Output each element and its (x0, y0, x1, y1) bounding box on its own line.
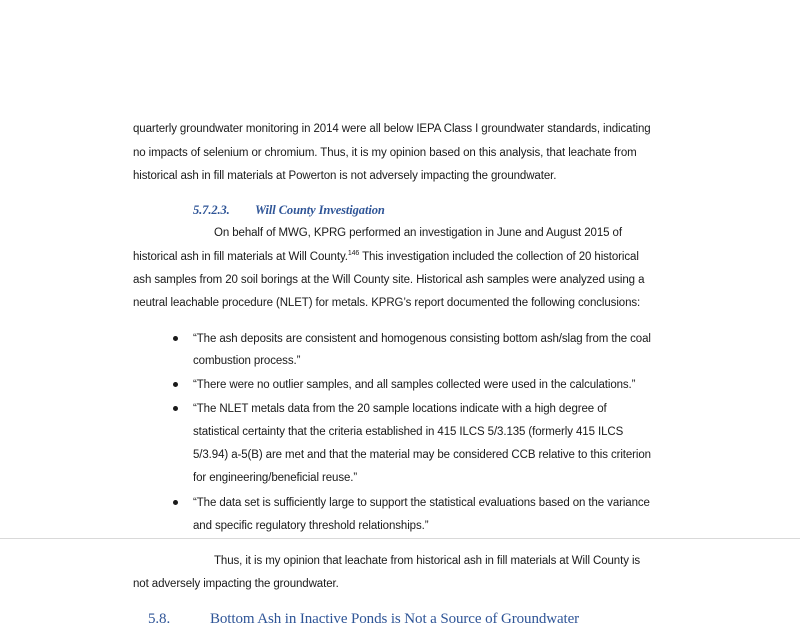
paragraph-text: historical ash in fill materials at Will County. (133, 251, 348, 263)
paragraph-line: no impacts of selenium or chromium. Thus, it is my opinion based on this analysis, that leachate from (133, 147, 637, 159)
page-divider (0, 538, 800, 539)
bullet-marker (173, 336, 178, 341)
bullet-line: statistical certainty that the criteria established in 415 ILCS 5/3.135 (formerly 415 ILCS (193, 426, 624, 438)
bullet-line: “The data set is sufficiently large to support the statistical evaluations based on the variance (193, 497, 650, 509)
bullet-line: “The ash deposits are consistent and homogenous consisting bottom ash/slag from the coal (193, 333, 651, 345)
next-section-number: 5.8. (148, 611, 171, 627)
bullet-line: combustion process.” (193, 355, 301, 367)
paragraph-line: Thus, it is my opinion that leachate from historical ash in fill materials at Will County is (214, 555, 641, 567)
section-heading (193, 203, 385, 217)
bullet-line: and specific regulatory threshold relationships.” (193, 520, 429, 532)
bullet-line: 5/3.94) a-5(B) are met and that the material may be considered CCB relative to this criterion (193, 449, 651, 461)
paragraph-line: historical ash in fill materials at Powerton is not adversely impacting the groundwater. (133, 170, 557, 182)
paragraph-line (133, 250, 639, 264)
paragraph-line: not adversely impacting the groundwater. (133, 578, 339, 590)
bullet-marker (173, 382, 178, 387)
next-section-title: Bottom Ash in Inactive Ponds is Not a Source of Groundwater (210, 611, 580, 627)
paragraph-text: This investigation included the collection of 20 historical (359, 251, 639, 263)
section-number: 5.7.2.3. (193, 203, 230, 217)
section-title: Will County Investigation (255, 203, 385, 217)
paragraph-line: On behalf of MWG, KPRG performed an investigation in June and August 2015 of (214, 227, 622, 239)
bullet-marker (173, 500, 178, 505)
next-section-heading (148, 610, 579, 628)
footnote-reference[interactable]: 146 (347, 250, 360, 257)
bullet-line: “The NLET metals data from the 20 sample locations indicate with a high degree of (193, 403, 607, 415)
bullet-marker (173, 406, 178, 411)
bullet-line: “There were no outlier samples, and all samples collected were used in the calculations.” (193, 379, 636, 391)
paragraph-line: quarterly groundwater monitoring in 2014 were all below IEPA Class I groundwater standards, indicating (133, 123, 651, 135)
paragraph-line: neutral leachable procedure (NLET) for metals. KPRG’s report documented the following conclusions: (133, 297, 641, 309)
bullet-line: for engineering/beneficial reuse.” (193, 472, 358, 484)
paragraph-line: ash samples from 20 soil borings at the Will County site. Historical ash samples were analyzed using a (133, 274, 645, 286)
